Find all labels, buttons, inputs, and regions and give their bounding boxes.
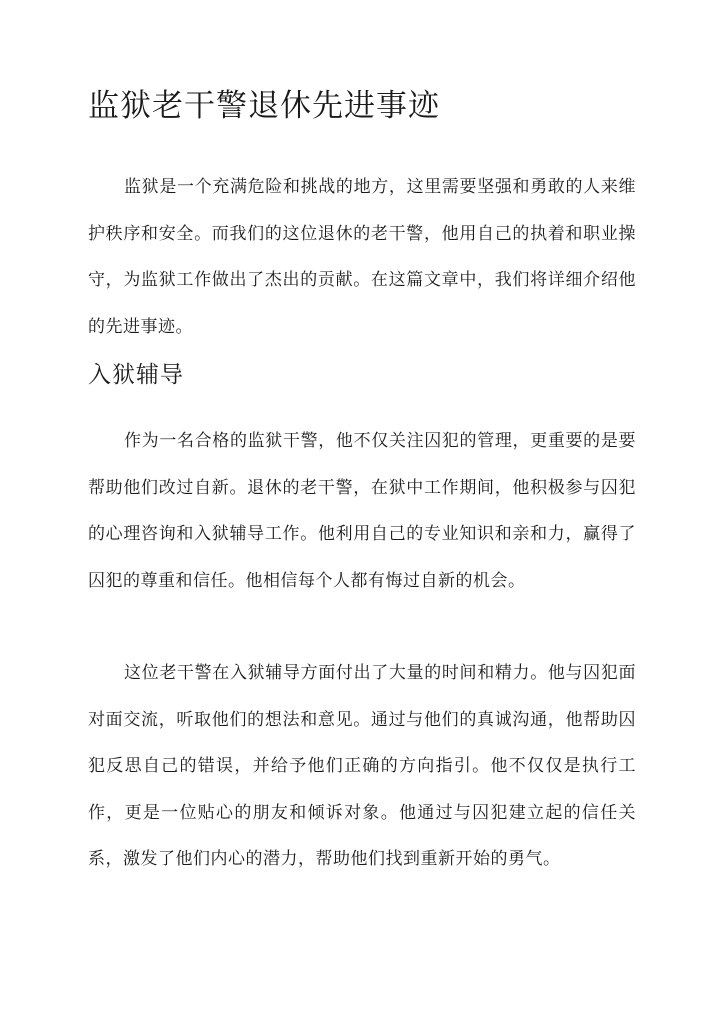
section-heading: 入狱辅导 xyxy=(88,362,184,388)
intro-paragraph: 监狱是一个充满危险和挑战的地方，这里需要坚强和勇敢的人来维护秩序和安全。而我们的这位退休的老干警，他用自己的执着和职业操守，为监狱工作做出了杰出的贡献。在这篇文章中，我们将详细介绍他的先进事迹。 xyxy=(88,177,636,337)
section-paragraph-2: 这位老干警在入狱辅导方面付出了大量的时间和精力。他与囚犯面对面交流，听取他们的想法和意见。通过与他们的真诚沟通，他帮助囚犯反思自己的错误，并给予他们正确的方向指引。他不仅仅是执行工作，更是一位贴心的朋友和倾诉对象。他通过与囚犯建立起的信任关系，激发了他们内心的潜力，帮助他们找到重新开始的勇气。 xyxy=(88,663,636,869)
section-paragraph-1: 作为一名合格的监狱干警，他不仅关注囚犯的管理，更重要的是要帮助他们改过自新。退休的老干警，在狱中工作期间，他积极参与囚犯的心理咨询和入狱辅导工作。他利用自己的专业知识和亲和力，赢得了囚犯的尊重和信任。他相信每个人都有悔过自新的机会。 xyxy=(88,431,636,591)
document-title: 监狱老干警退休先进事迹 xyxy=(88,88,440,124)
